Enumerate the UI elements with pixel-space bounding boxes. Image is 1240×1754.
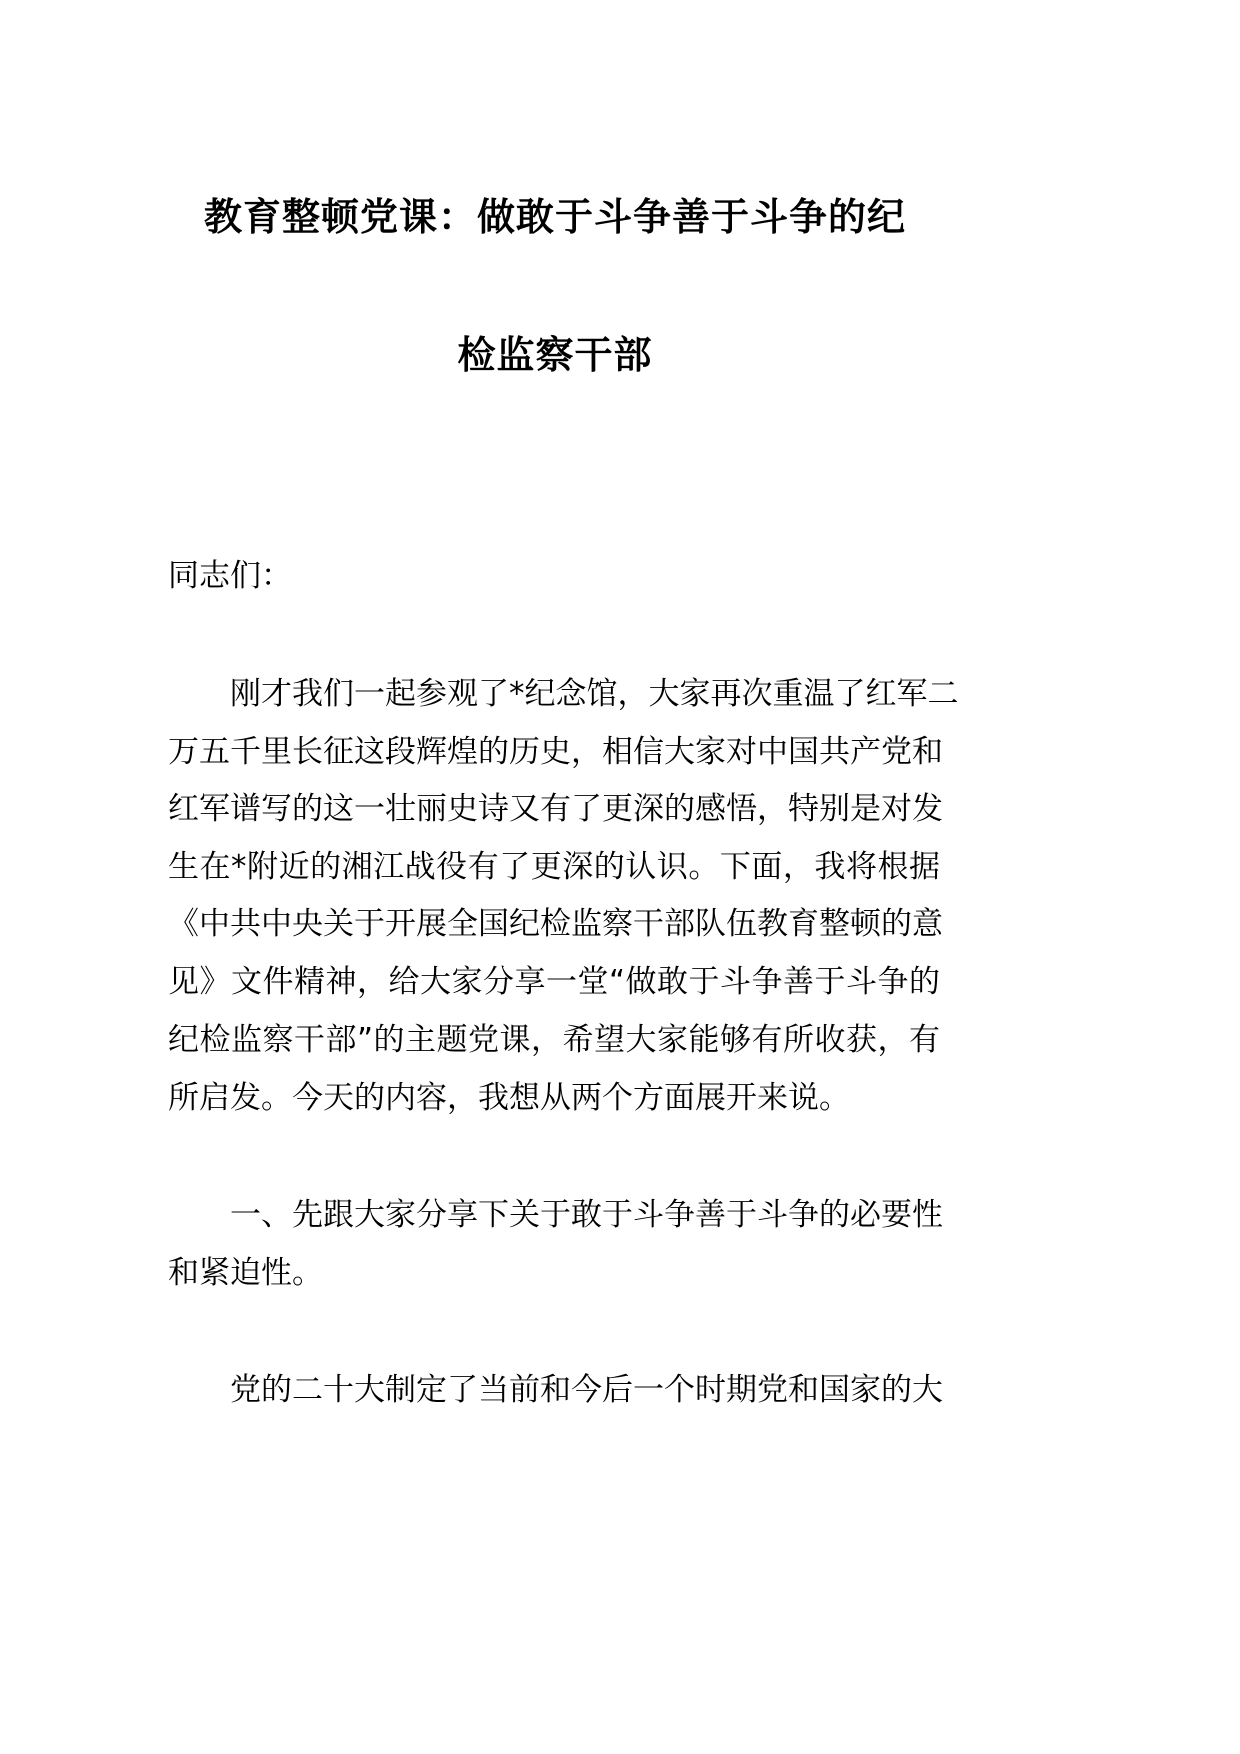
- document-title-line-2: 检监察干部: [457, 333, 653, 377]
- paragraph-line: 见》文件精神，给大家分享一堂“做敢于斗争善于斗争的: [168, 964, 940, 1000]
- paragraph-line: 生在*附近的湘江战役有了更深的认识。下面，我将根据: [168, 849, 940, 885]
- paragraph-line: 万五千里长征这段辉煌的历史，相信大家对中国共产党和: [168, 734, 943, 770]
- paragraph-line: 和紧迫性。: [168, 1255, 323, 1291]
- paragraph-line: 党的二十大制定了当前和今后一个时期党和国家的大: [230, 1372, 943, 1408]
- paragraph-line: 《中共中央关于开展全国纪检监察干部队伍教育整顿的意: [168, 906, 943, 942]
- salutation: 同志们：: [168, 558, 292, 594]
- document-title-line-1: 教育整顿党课：做敢于斗争善于斗争的纪: [203, 195, 906, 239]
- paragraph-line: 红军谱写的这一壮丽史诗又有了更深的感悟，特别是对发: [168, 791, 943, 827]
- paragraph-line: 所启发。今天的内容，我想从两个方面展开来说。: [168, 1080, 850, 1116]
- paragraph-line: 纪检监察干部”的主题党课，希望大家能够有所收获，有: [168, 1022, 940, 1058]
- paragraph-line: 一、先跟大家分享下关于敢于斗争善于斗争的必要性: [230, 1197, 943, 1233]
- paragraph-line: 刚才我们一起参观了*纪念馆，大家再次重温了红军二: [230, 676, 959, 712]
